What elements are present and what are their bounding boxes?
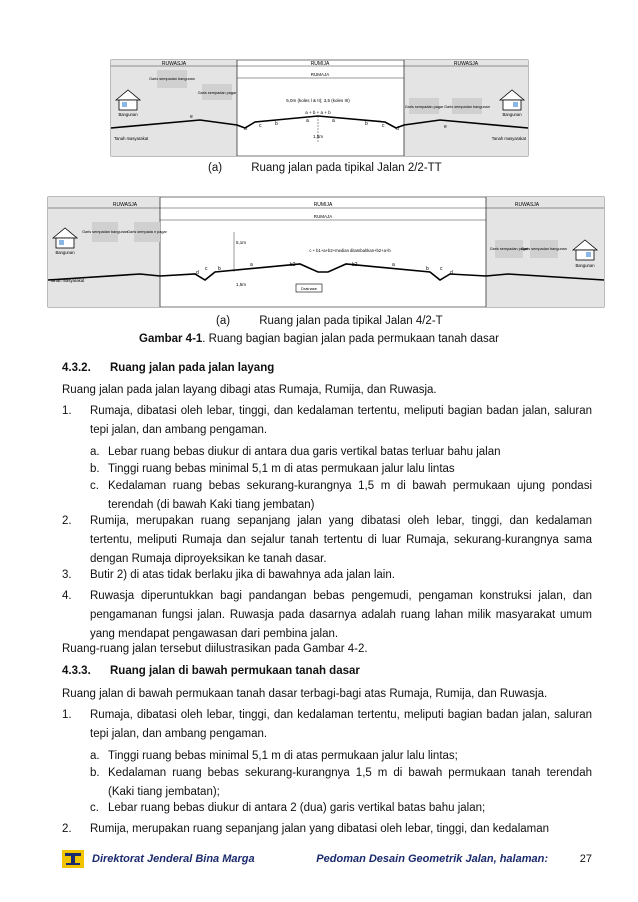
paragraph: Ruang jalan di bawah permukaan tanah dasar terbagi-bagi atas Rumaja, Rumija, dan Ruwasja. <box>62 688 548 700</box>
d2-letter: b <box>426 266 429 272</box>
footer-left: Direktorat Jenderal Bina Marga <box>92 853 255 865</box>
d1-letter: d <box>396 126 399 132</box>
figure-diagram-2 <box>0 192 638 314</box>
d2-letter: a <box>392 262 395 268</box>
d2-gsb-left: Garis sempadan bangunan <box>82 230 128 234</box>
paragraph: Ruang jalan pada jalan layang dibagi atas Rumaja, Rumija, dan Ruwasja. <box>62 384 437 396</box>
sub-text: Tinggi ruang bebas minimal 5,1 m di atas permukaan jalur lalu lintas; <box>108 750 458 762</box>
list-item <box>62 820 592 839</box>
sub-letter: c. <box>90 480 99 492</box>
d2-bangunan-left: Bangunan <box>55 250 75 255</box>
d2-letter: b2 <box>352 262 358 268</box>
d1-bangunan-left: Bangunan <box>118 112 138 117</box>
section-heading-432 <box>62 362 274 374</box>
d2-tanah-left: Tanah masyarakat <box>50 278 85 283</box>
d2-letter: d <box>450 270 453 276</box>
section-number: 4.3.3. <box>62 665 91 677</box>
ministry-logo-icon <box>62 850 84 868</box>
d1-letter: a <box>332 118 335 124</box>
section-title: Ruang jalan di bawah permukaan tanah dasar <box>110 665 360 677</box>
sub-text: Kedalaman ruang bebas sekurang-kurangnya 1,5 m di bawah permukaan ujung pondasi terendah (di bawah Kaki tiang jembatan) <box>108 480 592 511</box>
list-text: Butir 2) di atas tidak berlaku jika di bawahnya ada jalan lain. <box>90 569 395 581</box>
sub-letter: b. <box>90 767 100 779</box>
d1-gsb-right: Garis sempadan bangunan <box>444 105 490 109</box>
d2-letter: b2 <box>290 262 296 268</box>
d1-gsp-right: Garis sempadan pagar <box>404 105 444 109</box>
figure-caption-number: Gambar 4-1 <box>139 333 203 345</box>
page-number: 27 <box>579 853 592 865</box>
sub-letter: a. <box>90 750 100 762</box>
paragraph: Ruang-ruang jalan tersebut diilustrasikan pada Gambar 4-2. <box>62 643 368 655</box>
d1-tanah-right: Tanah masyarakat <box>491 136 526 141</box>
sub-letter: b. <box>90 463 100 475</box>
sub-item <box>90 799 592 818</box>
d2-letter: d <box>196 270 199 276</box>
figure-caption-text: . Ruang bagian bagian jalan pada permukaan tanah dasar <box>202 333 499 345</box>
list-number: 2. <box>62 515 72 527</box>
caption-a1-label: (a) <box>208 162 223 174</box>
footer-right: Pedoman Desain Geometrik Jalan, halaman: <box>316 853 548 865</box>
d1-letter: b <box>365 121 368 127</box>
list-text: Rumaja, dibatasi oleh lebar, tinggi, dan kedalaman tertentu, meliputi bagian badan jalan, saluran tepi jalan, dan ambang pengaman. <box>90 709 592 740</box>
d1-ruwasja-left: RUWASJA <box>161 61 187 67</box>
section-title: Ruang jalan pada jalan layang <box>110 362 275 374</box>
d2-letter: c <box>205 266 208 272</box>
list-item <box>62 706 592 744</box>
sub-letter: a. <box>90 446 100 458</box>
caption-a2-text: Ruang jalan pada tipikal Jalan 4/2-T <box>259 315 443 327</box>
list-text: Rumija, merupakan ruang sepanjang jalan yang dibatasi oleh lebar, tinggi, dan kedalaman tertentu, meliputi Rumaja dan sejalur tanah tertentu di luar Rumaja, sekurang-kurangnya sama dengan Rumaja diproyeksikan ke tanah dasar. <box>90 515 592 565</box>
caption-a2 <box>216 315 443 327</box>
caption-a1-text: Ruang jalan pada tipikal Jalan 2/2-TT <box>251 162 442 174</box>
list-item <box>62 566 592 585</box>
d1-rumaja: RUMAJA <box>310 72 330 77</box>
d1-bangunan-right: Bangunan <box>502 112 522 117</box>
sub-text: Lebar ruang bebas diukur di antara 2 (dua) garis vertikal batas bahu jalan; <box>108 802 486 814</box>
d1-letter: e <box>444 124 447 130</box>
d2-gsp-right: Garis sempadan pagar <box>489 247 529 251</box>
list-text: Ruwasja diperuntukkan bagi pandangan bebas pengemudi, pengaman konstruksi jalan, dan pengamanan fungsi jalan. Ruwasja pada dasarnya adalah ruang lahan milik masyarakat umum yang mendapat pengawasan dari pembina jalan. <box>90 590 592 640</box>
list-item <box>62 402 592 440</box>
caption-a1 <box>208 162 442 174</box>
d2-drainase: Drainase <box>300 286 318 291</box>
d1-letter: c <box>382 123 385 129</box>
d2-rumija: RUMIJA <box>313 202 333 208</box>
d2-gsp-left: Garis sempada n pagar <box>127 230 167 234</box>
d1-letter: b <box>275 121 278 127</box>
d1-gsp-left: Garis sempadan pagar <box>197 91 237 95</box>
d1-letter: e <box>190 114 193 120</box>
d1-rumija: RUMIJA <box>310 61 330 67</box>
d1-letter: c <box>259 123 262 129</box>
d2-ruwasja-left: RUWASJA <box>112 202 138 208</box>
page-footer <box>62 850 592 870</box>
sub-letter: c. <box>90 802 99 814</box>
d2-ruwasja-right: RUWASJA <box>514 202 540 208</box>
d2-width-label: c + b1+a+b2+median ditambahkan+b2+a+b <box>309 248 391 253</box>
list-text: Rumija, merupakan ruang sepanjang jalan yang dibatasi oleh lebar, tinggi, dan kedalaman <box>90 823 550 835</box>
d2-depth-label: 1,5m <box>236 282 247 287</box>
d1-letter: a <box>306 118 309 124</box>
d1-width-label: 5,0m (koles l & II); 3,5 (koles III) <box>286 98 350 103</box>
d1-ruwasja-right: RUWASJA <box>453 61 479 67</box>
list-number: 1. <box>62 709 72 721</box>
list-item <box>62 587 592 644</box>
list-number: 2. <box>62 823 72 835</box>
d2-bangunan-right: Bangunan <box>575 263 595 268</box>
figure-caption <box>0 333 638 345</box>
list-number: 3. <box>62 569 72 581</box>
d2-height-label: 5,1m <box>236 240 247 245</box>
d1-depth-label: 1,5m <box>312 134 324 139</box>
d1-mid-label: a + b + a + b <box>305 110 331 115</box>
d2-letter: c <box>440 266 443 272</box>
sub-text: Kedalaman ruang bebas sekurang-kurangnya 1,5 m di bawah permukaan tanah terendah (Kaki tiang jembatan); <box>108 767 592 798</box>
d1-tanah-left: Tanah masyarakat <box>114 136 149 141</box>
sub-text: Lebar ruang bebas diukur di antara dua garis vertikal batas terluar bahu jalan <box>108 446 501 458</box>
d1-gsb-left: Garis sempadan bangunan <box>149 77 195 81</box>
sub-item <box>90 764 592 802</box>
sub-item <box>90 477 592 515</box>
caption-a2-label: (a) <box>216 315 231 327</box>
d2-letter: a <box>250 262 253 268</box>
d2-letter: b <box>218 266 221 272</box>
list-number: 4. <box>62 590 72 602</box>
list-text: Rumaja, dibatasi oleh lebar, tinggi, dan kedalaman tertentu, meliputi bagian badan jalan, saluran tepi jalan, dan ambang pengaman. <box>90 405 592 436</box>
d1-letter: d <box>244 126 247 132</box>
figure-diagram-1 <box>0 58 638 160</box>
sub-text: Tinggi ruang bebas minimal 5,1 m di atas permukaan jalur lalu lintas <box>108 463 455 475</box>
d2-rumaja: RUMAJA <box>313 214 333 219</box>
d2-gsb-right: Garis sempadan bangunan <box>521 247 567 251</box>
list-number: 1. <box>62 405 72 417</box>
section-heading-433 <box>62 665 360 677</box>
list-item <box>62 512 592 569</box>
section-number: 4.3.2. <box>62 362 91 374</box>
